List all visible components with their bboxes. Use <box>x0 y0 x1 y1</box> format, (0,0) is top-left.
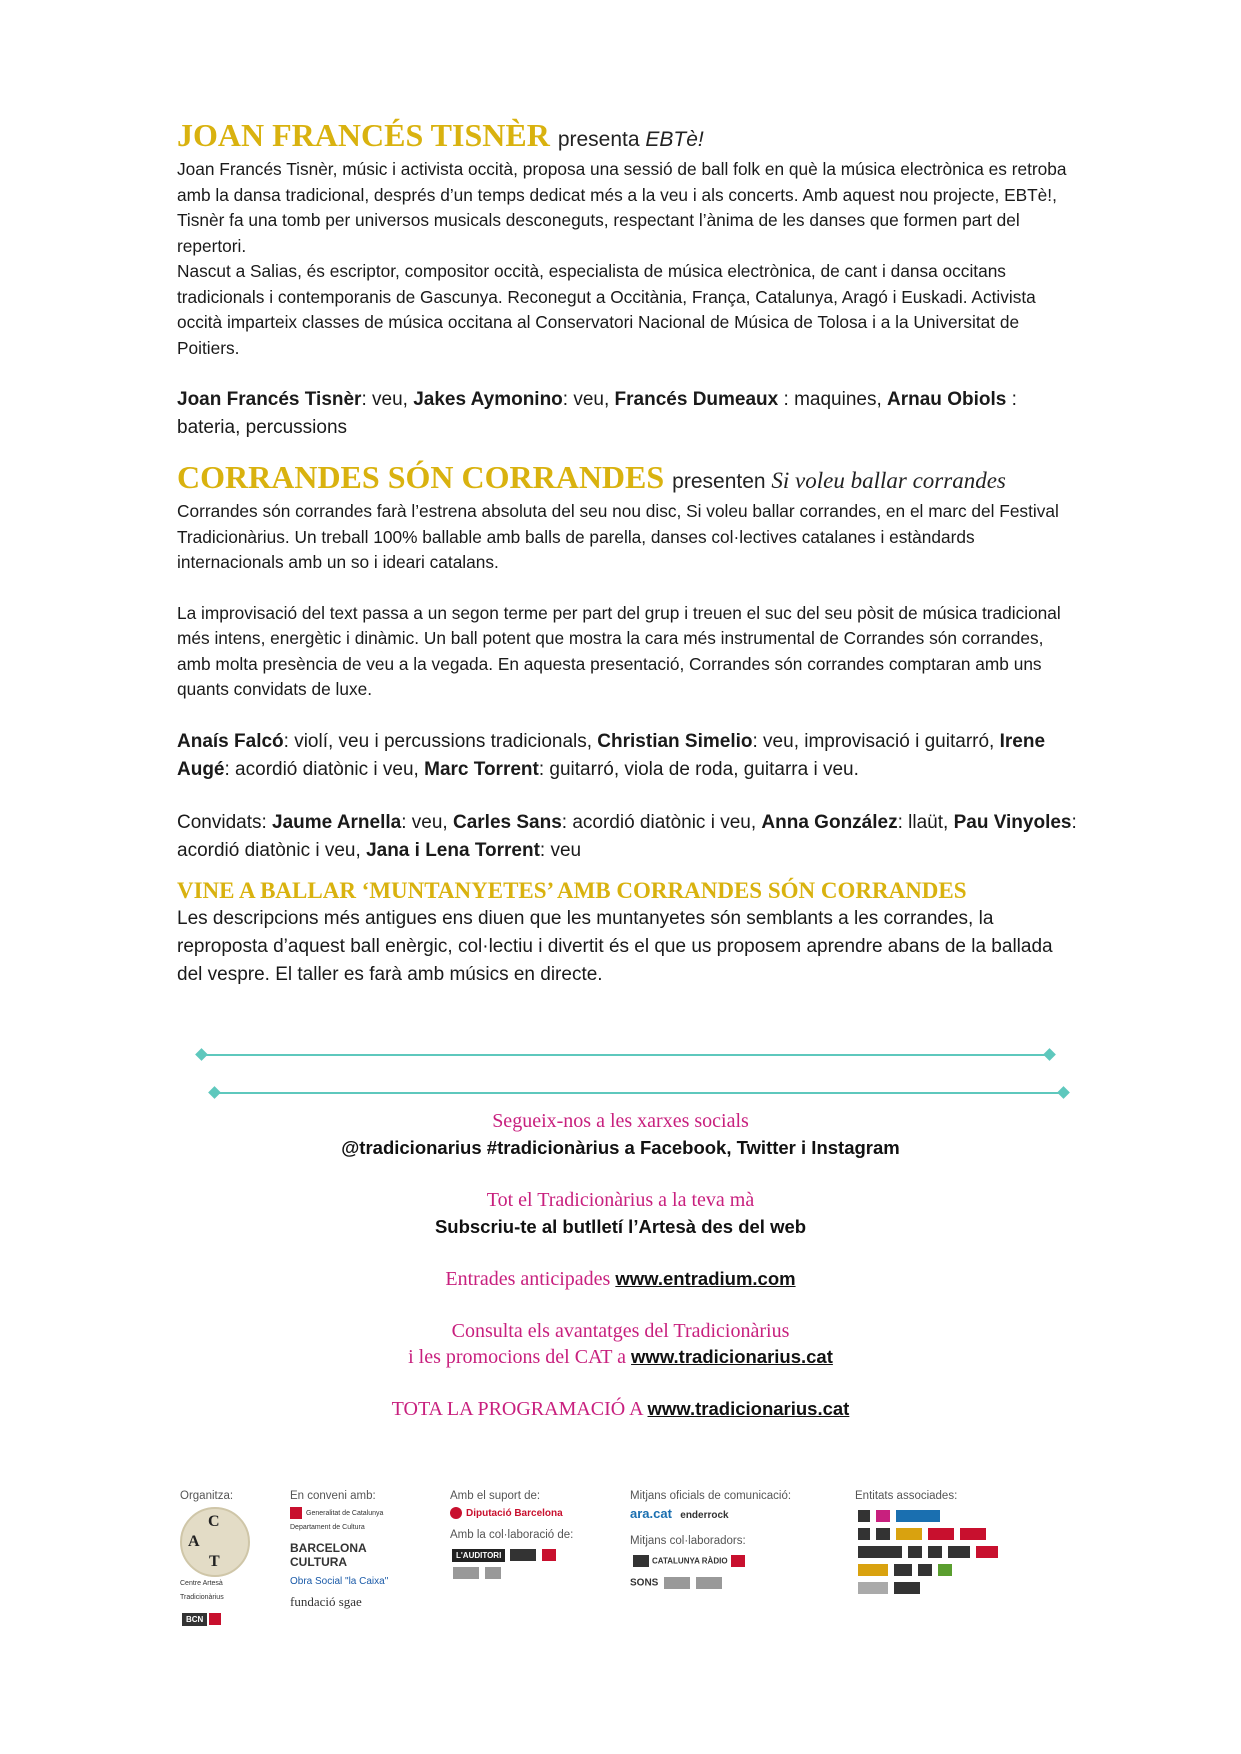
tradicionarius-link[interactable]: www.tradicionarius.cat <box>631 1346 833 1367</box>
follow-line: @tradicionarius #tradicionàrius a Facebook, Twitter i Instagram <box>341 1137 900 1158</box>
tickets-line: Entrades anticipades www.entradium.com <box>445 1268 796 1290</box>
logos-entitats: Entitats associades: <box>855 1490 1075 1597</box>
section1-title: JOAN FRANCÉS TISNÈR <box>177 117 550 153</box>
programacio-link[interactable]: www.tradicionarius.cat <box>647 1398 850 1419</box>
footer-info <box>0 1108 1241 1422</box>
section2-heading <box>177 460 1077 499</box>
logos-suport: Amb el suport de: Diputació Barcelona Amb la col·laboració de: L'AUDITORI <box>450 1490 610 1582</box>
bcn-cultura-logo: BARCELONA CULTURA <box>290 1541 367 1569</box>
sgae-logo: fundació sgae <box>290 1594 362 1609</box>
caixa-logo: Obra Social "la Caixa" <box>290 1576 389 1587</box>
divider-bottom <box>215 1092 1065 1094</box>
section2-guests: Convidats: Jaume Arnella: veu, Carles Sans: acordió diatònic i veu, Anna González: llaüt, Pau Vinyoles: acordió diatònic i veu, Jana i Lena Torrent: veu <box>177 811 1077 861</box>
consult-line-1: Consulta els avantatges del Tradicionàrius <box>451 1320 790 1342</box>
logos-organitza: Organitza: C A T Centre Artesà Tradicionàrius BCN <box>180 1490 260 1628</box>
divider-top-left-diamond <box>195 1048 208 1061</box>
section1-para2: Nascut a Salias, és escriptor, compositor occità, especialista de música electrònica, de cant i dansa occitans tradicionals i contemporanis de Gascunya. Reconegut a Occitània, França, Catalunya, Aragó i Euskadi. Activista occità imparteix classes de música occitana al Conservatori Nacional de Música de Tolosa i a la Universitat de Poitiers. <box>177 261 1036 358</box>
hand-heading: Tot el Tradicionàrius a la teva mà <box>486 1189 755 1211</box>
divider-top <box>202 1054 1050 1056</box>
section2-presents: presenten Si voleu ballar corrandes <box>672 468 1006 493</box>
section3-para: Les descripcions més antigues ens diuen que les muntanyetes són semblants a les corrandes, la reproposta d’aquest ball enèrgic, col·lectiu i divertit és el que us proposem aprendre abans de la ballada del vespre. El taller es farà amb músics en directe. <box>177 907 1053 985</box>
section1-show: EBTè! <box>645 128 704 151</box>
section2-show: Si voleu ballar corrandes <box>771 468 1006 493</box>
ara-logo: ara.cat <box>630 1506 672 1521</box>
main-content <box>177 118 1077 989</box>
section2-credits: Anaís Falcó: violí, veu i percussions tradicionals, Christian Simelio: veu, improvisació i guitarró, Irene Augé: acordió diatònic i veu, Marc Torrent: guitarró, viola de roda, guitarra i veu. <box>177 730 1046 780</box>
section2-para1: Corrandes són corrandes farà l’estrena absoluta del seu nou disc, Si voleu ballar corrandes, en el marc del Festival Tradicionàrius. Un treball 100% ballable amb balls de parella, danses col·lectives catalanes i estàndards internacionals amb un so i ideari catalans. <box>177 501 1059 572</box>
subscribe-line: Subscriu-te al butlletí l’Artesà des del web <box>434 1216 807 1237</box>
divider-bottom-left-diamond <box>208 1086 221 1099</box>
consult-line-2: i les promocions del CAT a www.tradicionarius.cat <box>408 1346 833 1368</box>
cat-logo: C A T <box>180 1507 250 1577</box>
diba-logo: Diputació Barcelona <box>466 1508 563 1519</box>
follow-heading: Segueix-nos a les xarxes socials <box>492 1110 749 1132</box>
sons-logo: SONS <box>630 1577 659 1589</box>
section1-para1: Joan Francés Tisnèr, músic i activista occità, proposa una sessió de ball folk en què la música electrònica es retroba amb la dansa tradicional, després d’un temps dedicat més a la veu i als concerts. Amb aquest nou projecte, EBTè!, Tisnèr fa una tomb per universos musicals desconeguts, respectant l’ànima de les danses que formen part del repertori. <box>177 159 1067 256</box>
section2-title: CORRANDES SÓN CORRANDES <box>177 459 665 495</box>
logos-conveni: En conveni amb: Generalitat de Catalunya Departament de Cultura BARCELONA CULTURA Obra Social "la Caixa" fundació sgae <box>290 1490 410 1609</box>
enderrock-logo: enderrock <box>680 1510 729 1521</box>
section1-presents: presenta EBTè! <box>557 128 704 151</box>
divider-top-right-diamond <box>1043 1048 1056 1061</box>
divider-bottom-right-diamond <box>1057 1086 1070 1099</box>
catradio-logo: CATALUNYA RÀDIO <box>652 1556 728 1566</box>
section2-para2: La improvisació del text passa a un segon terme per part del grup i treuen el suc del seu pòsit de música tradicional més intens, energètic i dinàmic. Un ball potent que mostra la cara més instrumental de Corrandes són corrandes, amb molta presència de veu a la vegada. En aquesta presentació, Corrandes són corrandes comptaran amb uns quants convidats de luxe. <box>177 602 1061 699</box>
section1-heading <box>177 118 1077 157</box>
program-line: TOTA LA PROGRAMACIÓ A www.tradicionarius.cat <box>391 1398 850 1420</box>
section3-title: VINE A BALLAR ‘MUNTANYETES’ AMB CORRANDES SÓN CORRANDES <box>177 877 967 903</box>
logos-mitjans: Mitjans oficials de comunicació: ara.cat enderrock Mitjans col·laboradors: CATALUNYA RÀDIO SONS <box>630 1490 792 1589</box>
sponsor-logos <box>180 1490 1080 1630</box>
section1-credits: Joan Francés Tisnèr: veu, Jakes Aymonino: veu, Francés Dumeaux : maquines, Arnau Obiols : bateria, percussions <box>177 389 1017 438</box>
auditori-logo: L'AUDITORI <box>452 1549 505 1562</box>
entradium-link[interactable]: www.entradium.com <box>615 1268 796 1289</box>
